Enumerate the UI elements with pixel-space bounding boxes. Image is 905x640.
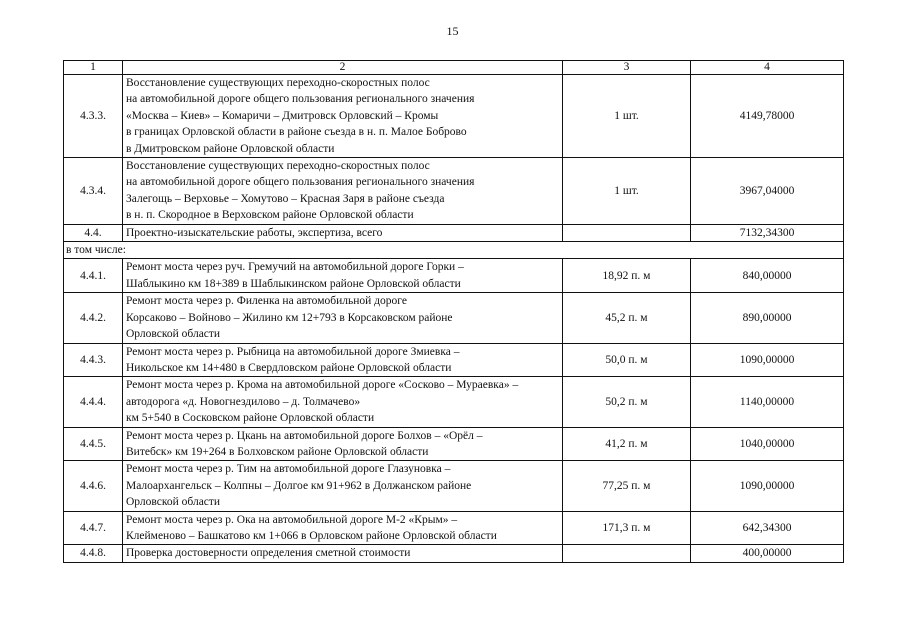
item-description: Ремонт моста через р. Филенка на автомобильной дороге Корсаково – Войново – Жилино км 12+793 в Корсаковском районе Орловской области — [123, 293, 563, 343]
table-row — [64, 511, 844, 545]
table-body — [64, 61, 844, 563]
item-value: 1090,00000 — [691, 461, 844, 511]
item-quantity: 1 шт. — [563, 75, 691, 158]
table-row — [64, 545, 844, 562]
item-value: 1090,00000 — [691, 343, 844, 377]
item-number: 4.4. — [64, 224, 123, 241]
item-value: 1040,00000 — [691, 427, 844, 461]
item-description: Ремонт моста через руч. Гремучий на автомобильной дороге Горки – Шаблыкино км 18+389 в Шаблыкинском районе Орловской области — [123, 259, 563, 293]
table-row — [64, 259, 844, 293]
item-number: 4.4.8. — [64, 545, 123, 562]
table-row — [64, 158, 844, 225]
item-value: 7132,34300 — [691, 224, 844, 241]
budget-table — [63, 60, 844, 563]
item-number: 4.3.3. — [64, 75, 123, 158]
item-value: 642,34300 — [691, 511, 844, 545]
header-cell: 1 — [64, 61, 123, 75]
item-value: 3967,04000 — [691, 158, 844, 225]
item-quantity: 50,2 п. м — [563, 377, 691, 427]
table-row — [64, 224, 844, 241]
header-cell: 3 — [563, 61, 691, 75]
header-cell: 2 — [123, 61, 563, 75]
item-description: Ремонт моста через р. Рыбница на автомобильной дороге Змиевка – Никольское км 14+480 в Свердловском районе Орловской области — [123, 343, 563, 377]
item-number: 4.4.2. — [64, 293, 123, 343]
item-description: Восстановление существующих переходно-скоростных полос на автомобильной дороге общего пользования регионального значения «Москва – Киев» – Комаричи – Дмитровск Орловский – Кромы в границах Орловской области в районе съезда в н. п. Малое Боброво в Дмитровском районе Орловской области — [123, 75, 563, 158]
item-value: 890,00000 — [691, 293, 844, 343]
table-row — [64, 377, 844, 427]
subheading: в том числе: — [64, 242, 844, 259]
item-quantity: 171,3 п. м — [563, 511, 691, 545]
item-description: Ремонт моста через р. Ока на автомобильной дороге М-2 «Крым» – Клейменово – Башкатово км 1+066 в Орловском районе Орловской области — [123, 511, 563, 545]
item-value: 840,00000 — [691, 259, 844, 293]
item-quantity: 50,0 п. м — [563, 343, 691, 377]
table-header-row — [64, 61, 844, 75]
item-quantity: 18,92 п. м — [563, 259, 691, 293]
subheading-row — [64, 242, 844, 259]
item-description: Ремонт моста через р. Цкань на автомобильной дороге Болхов – «Орёл – Витебск» км 19+264 в Болховском районе Орловской области — [123, 427, 563, 461]
item-description: Проектно-изыскательские работы, экспертиза, всего — [123, 224, 563, 241]
item-quantity: 41,2 п. м — [563, 427, 691, 461]
item-number: 4.3.4. — [64, 158, 123, 225]
item-quantity — [563, 545, 691, 562]
table-row — [64, 75, 844, 158]
table-row — [64, 293, 844, 343]
item-number: 4.4.7. — [64, 511, 123, 545]
header-cell: 4 — [691, 61, 844, 75]
item-value: 1140,00000 — [691, 377, 844, 427]
item-quantity: 45,2 п. м — [563, 293, 691, 343]
item-value: 4149,78000 — [691, 75, 844, 158]
item-quantity: 77,25 п. м — [563, 461, 691, 511]
item-description: Проверка достоверности определения сметной стоимости — [123, 545, 563, 562]
page-number: 15 — [446, 24, 459, 38]
item-value: 400,00000 — [691, 545, 844, 562]
item-quantity: 1 шт. — [563, 158, 691, 225]
item-number: 4.4.3. — [64, 343, 123, 377]
item-number: 4.4.5. — [64, 427, 123, 461]
table-row — [64, 427, 844, 461]
item-description: Восстановление существующих переходно-скоростных полос на автомобильной дороге общего пользования регионального значения Залегощь – Верховье – Хомутово – Красная Заря в районе съезда в н. п. Скородное в Верховском районе Орловской области — [123, 158, 563, 225]
item-number: 4.4.6. — [64, 461, 123, 511]
table-row — [64, 343, 844, 377]
item-description: Ремонт моста через р. Тим на автомобильной дороге Глазуновка – Малоархангельск – Колпны – Долгое км 91+962 в Должанском районе Орловской области — [123, 461, 563, 511]
item-number: 4.4.4. — [64, 377, 123, 427]
item-number: 4.4.1. — [64, 259, 123, 293]
table-row — [64, 461, 844, 511]
item-quantity — [563, 224, 691, 241]
item-description: Ремонт моста через р. Крома на автомобильной дороге «Сосково – Мураевка» – автодорога «д. Новогнездилово – д. Толмачево» км 5+540 в Сосковском районе Орловской области — [123, 377, 563, 427]
